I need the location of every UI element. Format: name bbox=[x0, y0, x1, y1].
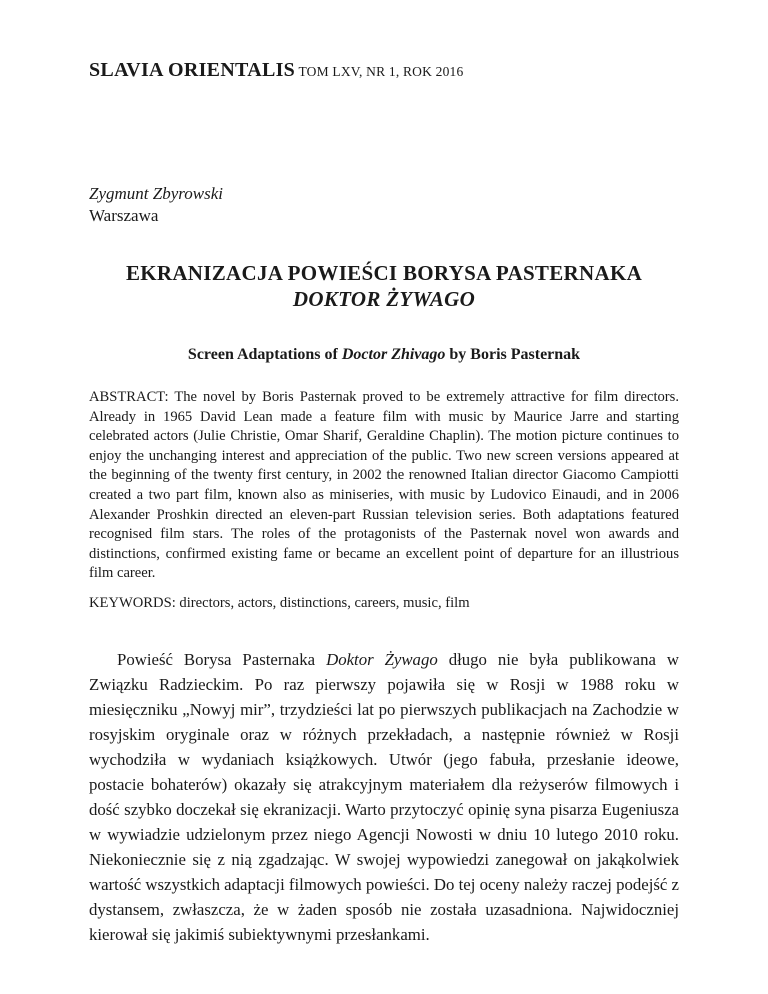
english-title-work: Doctor Zhivago bbox=[341, 346, 446, 363]
author-city: Warszawa bbox=[89, 206, 159, 225]
author-name: Zygmunt Zbyrowski bbox=[89, 184, 223, 203]
body-text-part-2: długo nie była publikowana w Związku Radzieckim. Po raz pierwszy pojawiła się w Rosji w 1988 roku w miesięczniku „Nowyj mir”, trzydzieści lat po pierwszych publikacjach na Zachodzie w rosyjskim oryginale oraz w różnych przekładach, a następnie również w Rosji wychodziła w wydaniach książkowych. Utwór (jego fabuła, przesłanie ideowe, postacie bohaterów) okazały się atrakcyjnym materiałem dla reżyserów filmowych i dość szybko doczekał się ekranizacji. Warto przytoczyć opinię syna pisarza Eugeniusza w wywiadzie udzielonym przez niego Agencji Nowosti w dniu 10 lutego 2010 roku. Niekoniecznie się z nią zgadzając. W swojej wypowiedzi zanegował on jakąkolwiek wartość wszystkich adaptacji filmowych powieści. Do tej oceny należy raczej podejść z dystansem, zwłaszcza, że w żaden sposób nie została uzasadniona. Najwidoczniej kierował się jakimiś subiektywnymi przesłankami. bbox=[89, 650, 679, 944]
keywords: KEYWORDS: directors, actors, distinctions, careers, music, film bbox=[89, 595, 470, 611]
abstract: ABSTRACT: The novel by Boris Pasternak proved to be extremely attractive for film directors. Already in 1965 David Lean made a feature film with music by Maurice Jarre and starting celebrated actors (Julie Christie, Omar Sharif, Geraldine Chaplin). The motion picture continues to enjoy the unchanging interest and appreciation of the public. Two new screen versions appeared at the beginning of the twenty first century, in 2002 the renowned Italian director Giacomo Campiotti created a two part film, known also as miniseries, with music by Ludovico Einaudi, and in 2006 Alexander Proshkin directed an eleven-part Russian television series. Both adaptations featured recognised film stars. The roles of the protagonists of the Pasternak novel won awards and distinctions, confirmed existing fame or became an excellent point of departure for an illustrious film career. bbox=[89, 389, 679, 582]
title-line-2: DOKTOR ŻYWAGO bbox=[292, 287, 476, 311]
author-block bbox=[89, 183, 223, 227]
issue-info: TOM LXV, NR 1, ROK 2016 bbox=[298, 64, 464, 79]
body-paragraph bbox=[89, 647, 679, 947]
journal-name: SLAVIA ORIENTALIS bbox=[89, 59, 296, 81]
title-line-1: EKRANIZACJA POWIEŚCI BORYSA PASTERNAKA bbox=[125, 261, 643, 285]
english-title-prefix: Screen Adaptations of bbox=[187, 346, 342, 363]
english-title bbox=[80, 346, 688, 364]
article-title bbox=[80, 260, 688, 312]
english-title-suffix: by Boris Pasternak bbox=[445, 346, 581, 363]
body-text-part-1: Powieść Borysa Pasternaka bbox=[117, 650, 327, 669]
running-head bbox=[89, 59, 463, 82]
body-work-title: Doktor Żywago bbox=[326, 650, 438, 669]
